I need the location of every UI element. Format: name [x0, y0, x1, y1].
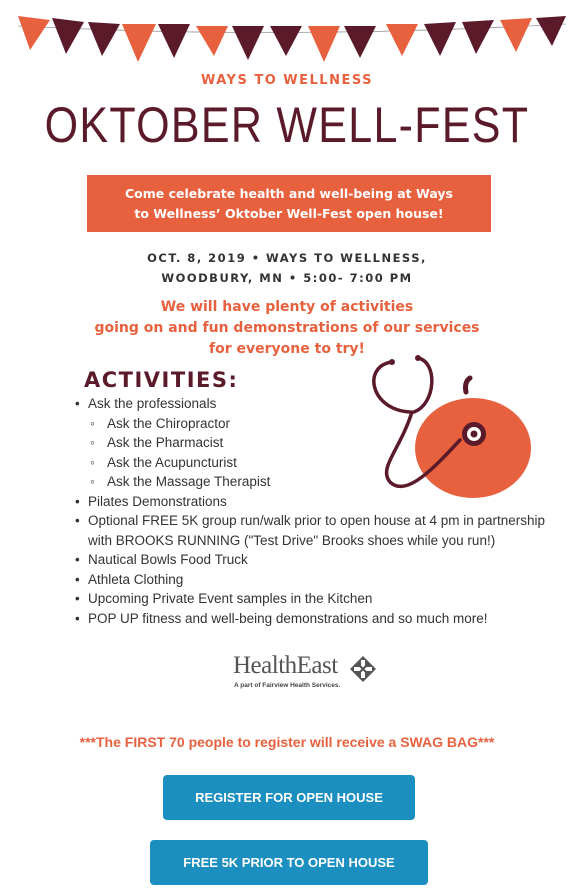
list-item: • Upcoming Private Event samples in the Kitchen	[75, 589, 555, 609]
bunting-flag	[424, 22, 456, 56]
bunting-flag	[308, 26, 340, 62]
intro-line-1: We will have plenty of activities	[160, 299, 414, 315]
healtheast-logo: HealthEast	[233, 652, 338, 679]
list-item: • Nautical Bowls Food Truck	[75, 550, 555, 570]
register-open-house-button[interactable]: REGISTER FOR OPEN HOUSE	[163, 775, 415, 820]
swag-bag-promo: ***The FIRST 70 people to register will receive a SWAG BAG***	[79, 734, 495, 750]
list-item: • POP UP fitness and well-being demonstrations and so much more!	[75, 609, 555, 629]
stethoscope-pumpkin-icon	[360, 348, 535, 503]
list-item: • Ask the professionals	[75, 394, 555, 414]
bunting-flag	[270, 26, 302, 56]
bunting-flag	[500, 18, 532, 52]
intro-banner	[87, 175, 491, 232]
bunting-flag	[158, 24, 190, 58]
activities-heading: ACTIVITIES:	[84, 368, 239, 392]
bunting-banner	[0, 0, 574, 72]
banner-line-2: to Wellness’ Oktober Well-Fest open house!	[134, 206, 444, 221]
list-item: • Athleta Clothing	[75, 570, 555, 590]
page-title: OKTOBER WELL-FEST	[44, 97, 530, 153]
free-5k-button[interactable]: FREE 5K PRIOR TO OPEN HOUSE	[150, 840, 428, 885]
list-item: ◦ Ask the Massage Therapist	[75, 472, 555, 492]
banner-line-1: Come celebrate health and well-being at Ways	[124, 186, 453, 201]
bunting-flag	[344, 26, 376, 58]
bunting-flag	[122, 24, 156, 62]
bunting-flag	[462, 20, 494, 54]
intro-line-3: for everyone to try!	[209, 341, 365, 357]
event-date-location	[0, 248, 574, 288]
list-item: ◦ Ask the Acupuncturist	[75, 453, 555, 473]
organization-eyebrow: WAYS TO WELLNESS	[200, 73, 373, 88]
event-line-1: OCT. 8, 2019 • WAYS TO WELLNESS,	[147, 251, 427, 265]
event-line-2: WOODBURY, MN • 5:00- 7:00 PM	[161, 271, 413, 285]
bunting-flag	[52, 18, 84, 54]
bunting-flag	[88, 22, 120, 56]
healtheast-cross-icon	[349, 655, 377, 683]
list-item: • Optional FREE 5K group run/walk prior to open house at 4 pm in partnership with BROOKS RUNNING ("Test Drive" Brooks shoes while you run!)	[75, 511, 555, 550]
logo-tagline: A part of Fairview Health Services.	[234, 682, 341, 689]
list-item: • Pilates Demonstrations	[75, 492, 555, 512]
bunting-flag	[18, 16, 50, 50]
list-item: ◦ Ask the Pharmacist	[75, 433, 555, 453]
intro-line-2: going on and fun demonstrations of our services	[94, 320, 480, 336]
bunting-flag	[232, 26, 264, 60]
bunting-flag	[536, 16, 566, 46]
bunting-flag	[196, 26, 228, 56]
list-item: ◦ Ask the Chiropractor	[75, 414, 555, 434]
bunting-flag	[386, 24, 418, 56]
